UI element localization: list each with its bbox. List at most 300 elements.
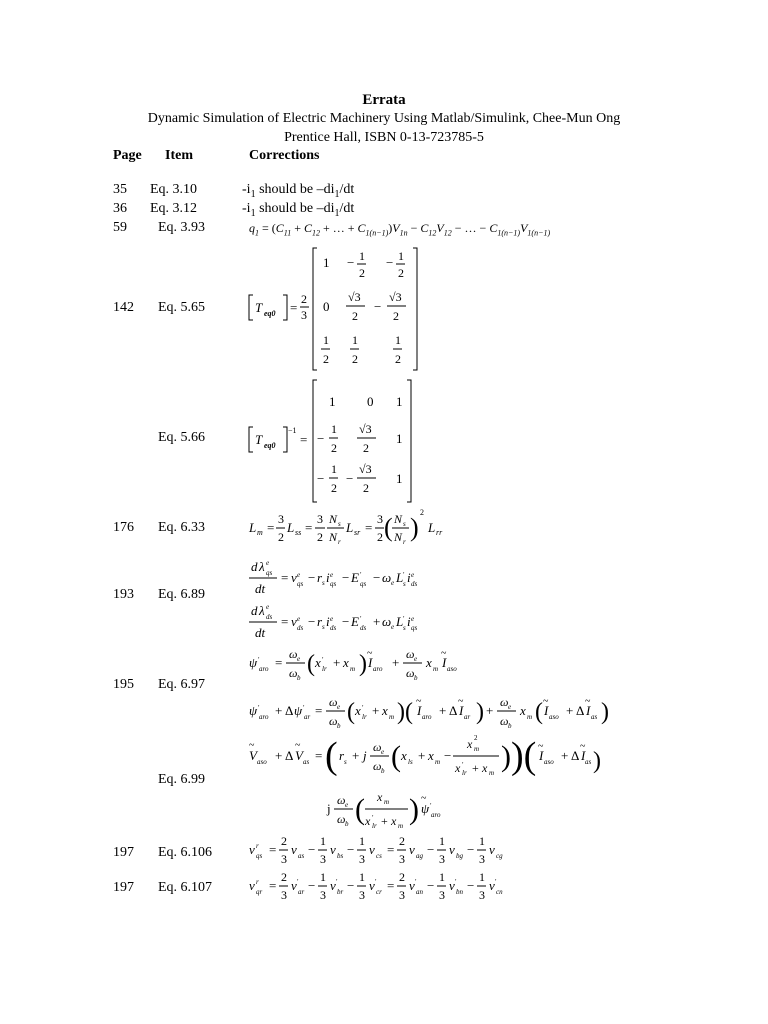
svg-text:bs: bs	[337, 852, 344, 860]
svg-text:3: 3	[399, 888, 405, 902]
svg-text:ψ: ψ	[294, 703, 303, 718]
svg-text:3: 3	[359, 852, 365, 866]
svg-text:√3: √3	[359, 462, 372, 476]
svg-text:3: 3	[281, 888, 287, 902]
svg-text:I: I	[459, 703, 464, 718]
svg-text:I: I	[417, 703, 422, 718]
svg-text:′: ′	[362, 704, 364, 712]
svg-text:2: 2	[281, 870, 287, 884]
svg-text:r: r	[317, 570, 323, 585]
svg-text:)(: )(	[511, 735, 537, 777]
svg-text:m: m	[398, 822, 404, 830]
svg-text:′: ′	[415, 878, 417, 886]
svg-text:T: T	[255, 432, 263, 447]
svg-text:1: 1	[479, 834, 485, 848]
svg-text:x: x	[520, 703, 526, 718]
svg-text:√3: √3	[389, 290, 402, 304]
svg-text:0: 0	[323, 299, 330, 314]
svg-text:aso: aso	[544, 758, 554, 766]
svg-text:): )	[601, 699, 609, 725]
svg-text:′: ′	[258, 656, 260, 664]
svg-text:E: E	[351, 570, 359, 585]
row-item: Eq. 6.99	[158, 772, 206, 787]
svg-text:b: b	[337, 722, 341, 730]
svg-text:1: 1	[398, 249, 404, 263]
svg-text:−: −	[342, 570, 350, 585]
column-header-page: Page	[113, 148, 142, 163]
svg-text:~: ~	[585, 696, 591, 707]
svg-text:b: b	[345, 820, 349, 828]
svg-text:2: 2	[399, 870, 405, 884]
svg-text:2: 2	[331, 441, 337, 455]
svg-text:e: e	[508, 703, 512, 711]
svg-text:e: e	[345, 801, 349, 809]
column-header-item: Item	[165, 148, 193, 163]
svg-text:(: (	[391, 740, 401, 773]
svg-text:d: d	[251, 559, 258, 574]
svg-text:1: 1	[359, 834, 365, 848]
svg-text:I: I	[539, 748, 544, 763]
svg-text:−: −	[347, 878, 355, 893]
svg-text:V: V	[249, 748, 257, 763]
svg-text:N: N	[394, 512, 403, 526]
svg-text:ω: ω	[337, 793, 346, 807]
svg-text:−1: −1	[288, 426, 297, 435]
svg-text:ω: ω	[289, 666, 298, 680]
svg-text:v: v	[249, 842, 255, 857]
svg-text:′: ′	[403, 571, 405, 579]
svg-text:~: ~	[295, 740, 301, 751]
svg-text:qs: qs	[266, 569, 273, 577]
svg-text:bn: bn	[456, 888, 463, 896]
svg-text:2: 2	[399, 834, 405, 848]
svg-text:): )	[410, 513, 419, 542]
svg-text:cs: cs	[376, 852, 382, 860]
svg-text:3: 3	[377, 512, 383, 526]
svg-text:Δ: Δ	[571, 748, 580, 763]
row-correction: $-i_1$ should be $-di_1/dt$	[242, 201, 355, 219]
column-header-corrections: Corrections	[249, 148, 320, 163]
document-subtitle: Dynamic Simulation of Electric Machinery Using Matlab/Simulink, Chee-Mun Ong	[147, 111, 621, 126]
row-item: Eq. 3.12	[150, 201, 198, 216]
svg-text:ar: ar	[298, 888, 305, 896]
svg-text:s: s	[338, 520, 341, 528]
svg-text:+: +	[381, 814, 388, 828]
svg-text:N: N	[329, 530, 338, 544]
svg-text:3: 3	[278, 512, 284, 526]
svg-text:ω: ω	[500, 714, 509, 728]
svg-text:=: =	[387, 878, 395, 893]
svg-text:+: +	[373, 614, 381, 629]
svg-text:ω: ω	[382, 614, 392, 629]
svg-text:): )	[593, 748, 601, 774]
svg-text:2: 2	[359, 266, 365, 280]
svg-text:qr: qr	[256, 888, 263, 896]
row-item: Eq. 3.93	[158, 220, 206, 235]
svg-text:L: L	[428, 520, 436, 535]
row-correction: $-i_1$ should be $-di_1/dt$	[242, 182, 355, 200]
svg-text:λ: λ	[259, 559, 265, 574]
row-item: Eq. 5.66	[158, 430, 206, 445]
svg-text:3: 3	[359, 888, 365, 902]
row-page: 197	[113, 845, 134, 860]
svg-text:dt: dt	[255, 581, 266, 596]
svg-text:x: x	[315, 655, 321, 670]
svg-text:x: x	[391, 814, 397, 828]
svg-text:rr: rr	[436, 528, 443, 537]
svg-text:1: 1	[479, 870, 485, 884]
svg-text:−: −	[317, 431, 325, 446]
svg-text:an: an	[416, 888, 423, 896]
svg-text:3: 3	[301, 308, 307, 322]
svg-text:+: +	[352, 748, 360, 763]
svg-text:V: V	[295, 748, 303, 763]
svg-text:v: v	[330, 842, 336, 857]
svg-text:s: s	[403, 520, 406, 528]
row-item: Eq. 6.89	[158, 587, 206, 602]
svg-text:3: 3	[479, 852, 485, 866]
svg-text:eq0: eq0	[264, 441, 276, 450]
svg-text:eq0: eq0	[264, 309, 276, 318]
svg-text:3: 3	[439, 852, 445, 866]
svg-text:′: ′	[455, 878, 457, 886]
svg-text:v: v	[449, 842, 455, 857]
svg-text:0: 0	[367, 394, 374, 409]
svg-text:e: e	[391, 579, 395, 587]
svg-text:v: v	[291, 570, 297, 585]
svg-text:b: b	[508, 722, 512, 730]
svg-text:=: =	[315, 748, 323, 763]
svg-text:1: 1	[396, 394, 403, 409]
svg-text:′: ′	[462, 761, 464, 769]
svg-text:3: 3	[320, 852, 326, 866]
svg-text:2: 2	[278, 530, 284, 544]
row-item: Eq. 6.97	[158, 677, 206, 692]
svg-text:i: i	[407, 570, 411, 585]
svg-text:−: −	[308, 614, 316, 629]
svg-text:ds: ds	[411, 580, 418, 588]
svg-text:s: s	[403, 580, 406, 588]
svg-text:v: v	[291, 614, 297, 629]
row-page: 35	[113, 182, 127, 197]
svg-text:√3: √3	[359, 422, 372, 436]
svg-text:E: E	[351, 614, 359, 629]
svg-text:aso: aso	[549, 713, 559, 721]
svg-text:): )	[476, 699, 484, 725]
svg-text:v: v	[409, 842, 415, 857]
svg-text:x: x	[428, 748, 434, 763]
document-title: Errata	[362, 92, 406, 108]
svg-text:=: =	[300, 432, 308, 447]
row-page: 176	[113, 520, 134, 535]
svg-text:−: −	[347, 842, 355, 857]
svg-text:aro: aro	[259, 713, 269, 721]
svg-text:L: L	[287, 520, 295, 535]
svg-text:1: 1	[320, 834, 326, 848]
svg-text:aro: aro	[259, 665, 269, 673]
svg-text:N: N	[394, 530, 403, 544]
svg-text:ω: ω	[337, 812, 346, 826]
svg-text:1: 1	[439, 834, 445, 848]
row-item: Eq. 6.33	[158, 520, 206, 535]
svg-text:ds: ds	[360, 624, 367, 632]
svg-text:+: +	[275, 748, 283, 763]
svg-text:qs: qs	[360, 580, 367, 588]
svg-text:−: −	[427, 878, 435, 893]
svg-text:aro: aro	[431, 811, 441, 819]
svg-text:v: v	[409, 878, 415, 893]
svg-text:1: 1	[439, 870, 445, 884]
svg-text:(: (	[535, 699, 543, 725]
svg-text:T: T	[255, 300, 263, 315]
svg-text:x: x	[343, 655, 349, 670]
svg-text:lr: lr	[372, 822, 377, 830]
svg-text:ag: ag	[416, 852, 423, 860]
svg-text:~: ~	[543, 696, 549, 707]
svg-text:ω: ω	[500, 695, 509, 709]
svg-text:r: r	[256, 842, 259, 850]
svg-text:+: +	[486, 703, 494, 718]
svg-text:m: m	[257, 528, 263, 537]
svg-text:m: m	[433, 665, 439, 673]
svg-text:I: I	[368, 655, 373, 670]
svg-text:Δ: Δ	[449, 703, 458, 718]
svg-text:ω: ω	[329, 695, 338, 709]
svg-text:bg: bg	[456, 852, 463, 860]
svg-text:~: ~	[421, 793, 427, 804]
svg-text:as: as	[585, 758, 592, 766]
svg-text:+: +	[333, 655, 341, 670]
svg-text:j: j	[363, 748, 367, 763]
svg-text:i: i	[326, 614, 330, 629]
svg-text:2: 2	[363, 441, 369, 455]
svg-text:′: ′	[258, 704, 260, 712]
row-page: 36	[113, 201, 127, 216]
row-page: 142	[113, 300, 134, 315]
svg-text:d: d	[251, 603, 258, 618]
svg-text:1: 1	[395, 333, 401, 347]
svg-text:L: L	[249, 520, 257, 535]
svg-text:(: (	[355, 793, 365, 826]
svg-text:as: as	[298, 852, 305, 860]
svg-text:ss: ss	[295, 528, 302, 537]
svg-text:3: 3	[439, 888, 445, 902]
svg-text:′: ′	[430, 802, 432, 810]
svg-text:=: =	[269, 842, 277, 857]
svg-text:r: r	[339, 748, 345, 763]
svg-text:+: +	[372, 703, 380, 718]
svg-text:(: (	[325, 735, 338, 777]
svg-text:b: b	[414, 674, 418, 682]
equation-5-65	[245, 240, 425, 375]
row-page: 193	[113, 587, 134, 602]
svg-text:2: 2	[352, 352, 358, 366]
svg-text:2: 2	[281, 834, 287, 848]
svg-text:aso: aso	[447, 665, 457, 673]
svg-text:aro: aro	[373, 665, 383, 673]
svg-text:−: −	[342, 614, 350, 629]
svg-text:b: b	[297, 674, 301, 682]
svg-text:ds: ds	[297, 624, 304, 632]
svg-text:+: +	[392, 655, 400, 670]
svg-text:2: 2	[363, 481, 369, 495]
svg-text:′: ′	[495, 878, 497, 886]
svg-text:qs: qs	[411, 624, 418, 632]
svg-text:=: =	[281, 570, 289, 585]
svg-text:=: =	[269, 878, 277, 893]
svg-text:~: ~	[367, 648, 373, 659]
svg-text:x: x	[365, 814, 371, 828]
svg-text:ds: ds	[266, 613, 273, 621]
svg-text:e: e	[411, 571, 415, 579]
svg-text:ω: ω	[406, 666, 415, 680]
svg-text:(: (	[347, 699, 355, 725]
svg-text:ls: ls	[408, 758, 413, 766]
svg-text:1: 1	[320, 870, 326, 884]
equation-6-97	[245, 640, 615, 735]
svg-text:λ: λ	[259, 603, 265, 618]
svg-text:+: +	[275, 703, 283, 718]
svg-text:−: −	[347, 255, 355, 270]
svg-text:1: 1	[331, 422, 337, 436]
svg-text:v: v	[369, 842, 375, 857]
svg-text:~: ~	[249, 740, 255, 751]
svg-text:−: −	[467, 878, 475, 893]
svg-text:e: e	[266, 559, 270, 567]
svg-text:−: −	[386, 255, 394, 270]
svg-text:lr: lr	[322, 665, 327, 673]
svg-text:2: 2	[301, 292, 307, 306]
svg-text:x: x	[382, 703, 388, 718]
svg-text:Δ: Δ	[576, 703, 585, 718]
svg-text:′: ′	[403, 615, 405, 623]
svg-text:m: m	[474, 745, 480, 753]
svg-text:−: −	[467, 842, 475, 857]
svg-text:qs: qs	[297, 580, 304, 588]
svg-text:e: e	[297, 615, 301, 623]
svg-text:ar: ar	[304, 713, 311, 721]
svg-text:ω: ω	[373, 759, 382, 773]
svg-text:~: ~	[538, 741, 544, 752]
svg-text:m: m	[384, 798, 390, 806]
svg-text:v: v	[330, 878, 336, 893]
svg-text:s: s	[403, 624, 406, 632]
svg-text:e: e	[330, 615, 334, 623]
svg-text:ω: ω	[373, 740, 382, 754]
svg-text:(: (	[307, 651, 315, 677]
svg-text:s: s	[322, 579, 325, 587]
svg-text:e: e	[330, 571, 334, 579]
svg-text:=: =	[275, 655, 283, 670]
svg-text:2: 2	[393, 309, 399, 323]
svg-text:v: v	[291, 878, 297, 893]
svg-text:e: e	[391, 623, 395, 631]
svg-text:−: −	[346, 471, 354, 486]
svg-text:=: =	[290, 300, 298, 315]
svg-text:i: i	[326, 570, 330, 585]
svg-text:1: 1	[323, 255, 330, 270]
svg-text:br: br	[337, 888, 344, 896]
row-item: Eq. 6.106	[158, 845, 213, 860]
svg-text:1: 1	[329, 394, 336, 409]
svg-text:v: v	[489, 878, 495, 893]
svg-text:+: +	[439, 703, 447, 718]
svg-text:qs: qs	[330, 580, 337, 588]
svg-text:ψ: ψ	[249, 655, 258, 670]
svg-text:2: 2	[474, 734, 478, 742]
svg-text:′: ′	[297, 878, 299, 886]
svg-text:dt: dt	[255, 625, 266, 640]
svg-text:cr: cr	[376, 888, 382, 896]
row-item: Eq. 5.65	[158, 300, 206, 315]
svg-text:+: +	[418, 748, 426, 763]
svg-text:cn: cn	[496, 888, 503, 896]
row-page: 197	[113, 880, 134, 895]
svg-text:v: v	[449, 878, 455, 893]
svg-text:): )	[359, 651, 367, 677]
svg-text:=: =	[267, 520, 275, 535]
svg-text:ω: ω	[329, 714, 338, 728]
svg-text:1: 1	[396, 431, 403, 446]
svg-text:=: =	[365, 520, 373, 535]
svg-text:2: 2	[398, 266, 404, 280]
svg-text:Δ: Δ	[285, 703, 294, 718]
svg-text:j: j	[327, 801, 331, 816]
svg-text:3: 3	[281, 852, 287, 866]
svg-text:e: e	[337, 703, 341, 711]
svg-text:r: r	[338, 538, 341, 546]
svg-text:2: 2	[331, 481, 337, 495]
svg-text:e: e	[297, 655, 301, 663]
svg-text:m: m	[489, 769, 495, 777]
svg-text:2: 2	[377, 530, 383, 544]
svg-text:ω: ω	[289, 647, 298, 661]
svg-text:aro: aro	[422, 713, 432, 721]
svg-text:I: I	[581, 748, 586, 763]
svg-text:1: 1	[396, 471, 403, 486]
svg-text:x: x	[401, 748, 407, 763]
svg-text:v: v	[369, 878, 375, 893]
svg-text:x: x	[426, 655, 432, 670]
svg-text:): )	[409, 793, 419, 826]
svg-text:ω: ω	[406, 647, 415, 661]
svg-text:I: I	[586, 703, 591, 718]
svg-text:e: e	[411, 615, 415, 623]
svg-text:L: L	[396, 614, 404, 629]
svg-text:−: −	[308, 842, 316, 857]
svg-text:+: +	[561, 748, 569, 763]
svg-text:e: e	[297, 571, 301, 579]
svg-text:v: v	[291, 842, 297, 857]
svg-text:aso: aso	[257, 758, 267, 766]
svg-text:3: 3	[399, 852, 405, 866]
svg-text:′: ′	[322, 656, 324, 664]
svg-text:′: ′	[336, 878, 338, 886]
svg-text:~: ~	[580, 741, 586, 752]
svg-text:x: x	[482, 761, 488, 775]
svg-text:2: 2	[352, 309, 358, 323]
svg-text:ω: ω	[382, 570, 392, 585]
svg-text:ds: ds	[330, 624, 337, 632]
svg-text:−: −	[374, 299, 382, 314]
svg-text:e: e	[381, 748, 385, 756]
svg-text:1: 1	[359, 870, 365, 884]
svg-text:N: N	[329, 512, 338, 526]
equation-6-33	[245, 505, 465, 555]
svg-text:3: 3	[320, 888, 326, 902]
svg-text:Δ: Δ	[285, 748, 294, 763]
svg-text:m: m	[527, 713, 533, 721]
